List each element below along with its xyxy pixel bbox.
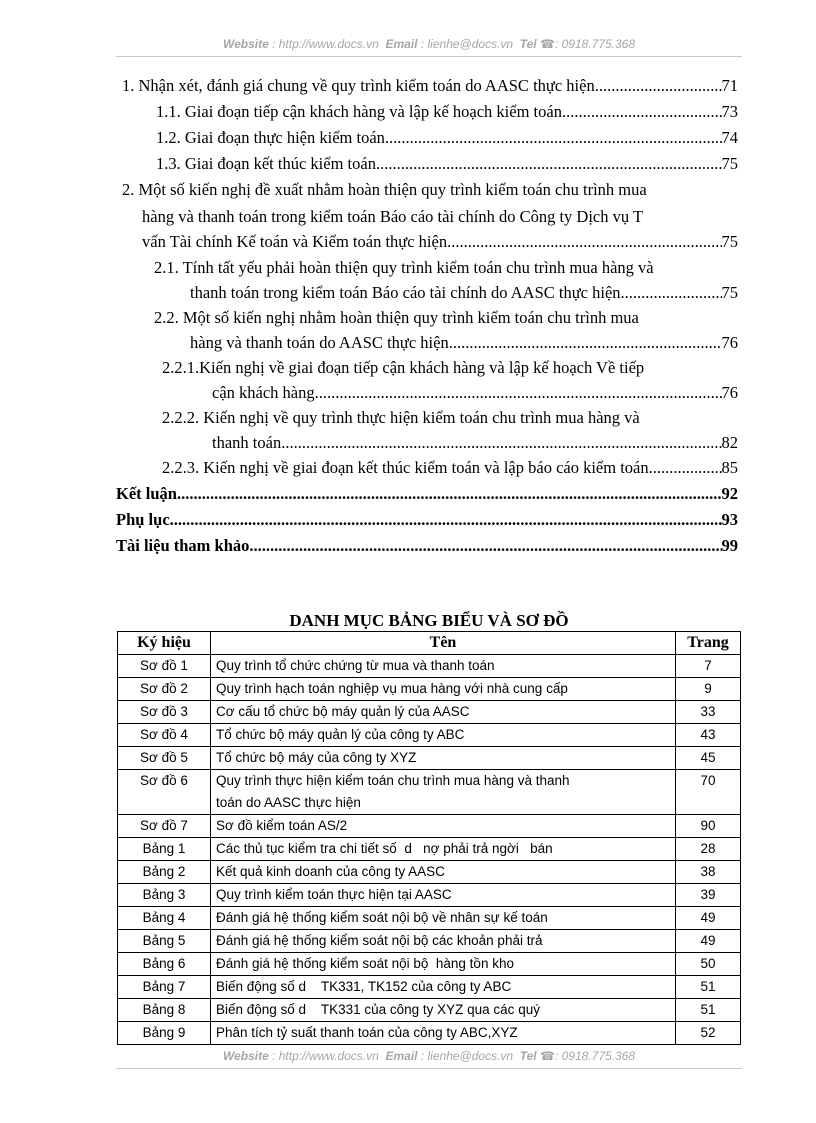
toc-entry: 1.2. Giai đoạn thực hiện kiểm toán ..... 74 [156, 125, 738, 150]
toc-entry: 2.2.1.Kiến nghị về giai đoạn tiếp cận khách hàng và lập kế hoạch Về tiếp [162, 358, 645, 377]
website-label: Website [222, 37, 269, 51]
email-value: : lienhe@docs.vn [420, 1049, 514, 1063]
toc-entry: 2.2.2. Kiến nghị về quy trình thực hiện kiểm toán chu trình mua hàng và [162, 408, 640, 427]
email-label: Email [385, 37, 418, 51]
phone-icon: ☎ [540, 1049, 555, 1063]
toc-entry: hàng và thanh toán do AASC thực hiện ..... 76 [190, 330, 738, 355]
list-title: DANH MỤC BẢNG BIỂU VÀ SƠ ĐỒ [289, 611, 569, 630]
website-value: : http://www.docs.vn [272, 37, 379, 51]
table-header-row [118, 632, 741, 655]
email-value: : lienhe@docs.vn [420, 37, 514, 51]
table-row: Sơ đồ 7 Sơ đồ kiểm toán AS/2 90 [118, 815, 741, 838]
table-row: Bảng 6 Đánh giá hệ thống kiểm soát nội bộ hàng tồn kho 50 [118, 953, 741, 976]
table-row: Bảng 8 Biến động số d TK331 của công ty XYZ qua các quý 51 [118, 999, 741, 1022]
table-row: Bảng 4 Đánh giá hệ thống kiểm soát nội bộ về nhân sự kế toán 49 [118, 907, 741, 930]
table-row: Sơ đồ 6 Quy trình thực hiện kiểm toán chu trình mua hàng và thanh toán do AASC thực hiện 70 [118, 770, 741, 815]
toc-entry: 2.1. Tính tất yếu phải hoàn thiện quy trình kiểm toán chu trình mua hàng và [154, 258, 654, 277]
toc-entry: 2. Một số kiến nghị đề xuất nhằm hoàn thiện quy trình kiểm toán chu trình mua [122, 180, 647, 199]
toc-entry: Tài liệu tham khảo ..... 99 [116, 533, 738, 558]
toc-entry: 2.2.3. Kiến nghị về giai đoạn kết thúc kiểm toán và lập báo cáo kiểm toán ..... 85 [162, 455, 738, 480]
toc-entry: 1.3. Giai đoạn kết thúc kiểm toán ..... 75 [156, 151, 738, 176]
page-header [116, 37, 742, 51]
toc-entry: 1.1. Giai đoạn tiếp cận khách hàng và lập kế hoạch kiểm toán ..... 73 [156, 99, 738, 124]
header-page: Trang [676, 632, 741, 655]
table-row: Bảng 3 Quy trình kiểm toán thực hiện tại AASC 39 [118, 884, 741, 907]
table-row: Bảng 9 Phân tích tỷ suất thanh toán của công ty ABC,XYZ 52 [118, 1022, 741, 1045]
phone-icon: ☎ [540, 37, 555, 51]
table-row: Bảng 1 Các thủ tục kiểm tra chi tiết số d nợ phải trả ngời bán 28 [118, 838, 741, 861]
toc-entry: hàng và thanh toán trong kiểm toán Báo cáo tài chính do Công ty Dịch vụ T [142, 207, 644, 226]
table-row: Sơ đồ 3 Cơ cấu tổ chức bộ máy quản lý của AASC 33 [118, 701, 741, 724]
toc-entry: 1. Nhận xét, đánh giá chung về quy trình kiểm toán do AASC thực hiện ..... 71 [122, 73, 738, 98]
tel-value: : 0918.775.368 [554, 1049, 636, 1063]
website-label: Website [222, 1049, 269, 1063]
email-label: Email [385, 1049, 418, 1063]
table-row: Bảng 2 Kết quả kinh doanh của công ty AASC 38 [118, 861, 741, 884]
toc-entry: cận khách hàng ..... 76 [212, 380, 738, 405]
table-row: Sơ đồ 2 Quy trình hạch toán nghiệp vụ mua hàng với nhà cung cấp 9 [118, 678, 741, 701]
table-row: Sơ đồ 5 Tổ chức bộ máy của công ty XYZ 45 [118, 747, 741, 770]
header-rule [116, 56, 742, 57]
table-row: Bảng 5 Đánh giá hệ thống kiểm soát nội bộ các khoản phải trả 49 [118, 930, 741, 953]
figure-table-list [117, 631, 741, 1045]
header-symbol: Ký hiệu [118, 632, 211, 655]
tel-value: : 0918.775.368 [554, 37, 636, 51]
toc-entry: Phụ lục ..... 93 [116, 507, 738, 532]
toc-entry: 2.2. Một số kiến nghị nhằm hoàn thiện quy trình kiểm toán chu trình mua [154, 308, 639, 327]
toc-entry: Kết luận ..... 92 [116, 481, 738, 506]
tel-label: Tel [519, 1049, 537, 1063]
table-row: Sơ đồ 4 Tổ chức bộ máy quản lý của công ty ABC 43 [118, 724, 741, 747]
website-value: : http://www.docs.vn [272, 1049, 379, 1063]
page-footer [116, 1049, 742, 1063]
toc-entry: thanh toán ..... 82 [212, 430, 738, 455]
toc-entry: thanh toán trong kiểm toán Báo cáo tài chính do AASC thực hiện ..... 75 [190, 280, 738, 305]
tel-label: Tel [519, 37, 537, 51]
row-name-line-2: toán do AASC thực hiện [216, 795, 361, 810]
table-row: Bảng 7 Biến động số d TK331, TK152 của công ty ABC 51 [118, 976, 741, 999]
toc-entry: vấn Tài chính Kế toán và Kiểm toán thực hiện ..... 75 [142, 229, 738, 254]
row-name-line-1: Quy trình thực hiện kiểm toán chu trình mua hàng và thanh [216, 773, 570, 788]
footer-rule [116, 1068, 742, 1069]
header-name: Tên [211, 632, 676, 655]
table-row: Sơ đồ 1 Quy trình tổ chức chứng từ mua và thanh toán 7 [118, 655, 741, 678]
